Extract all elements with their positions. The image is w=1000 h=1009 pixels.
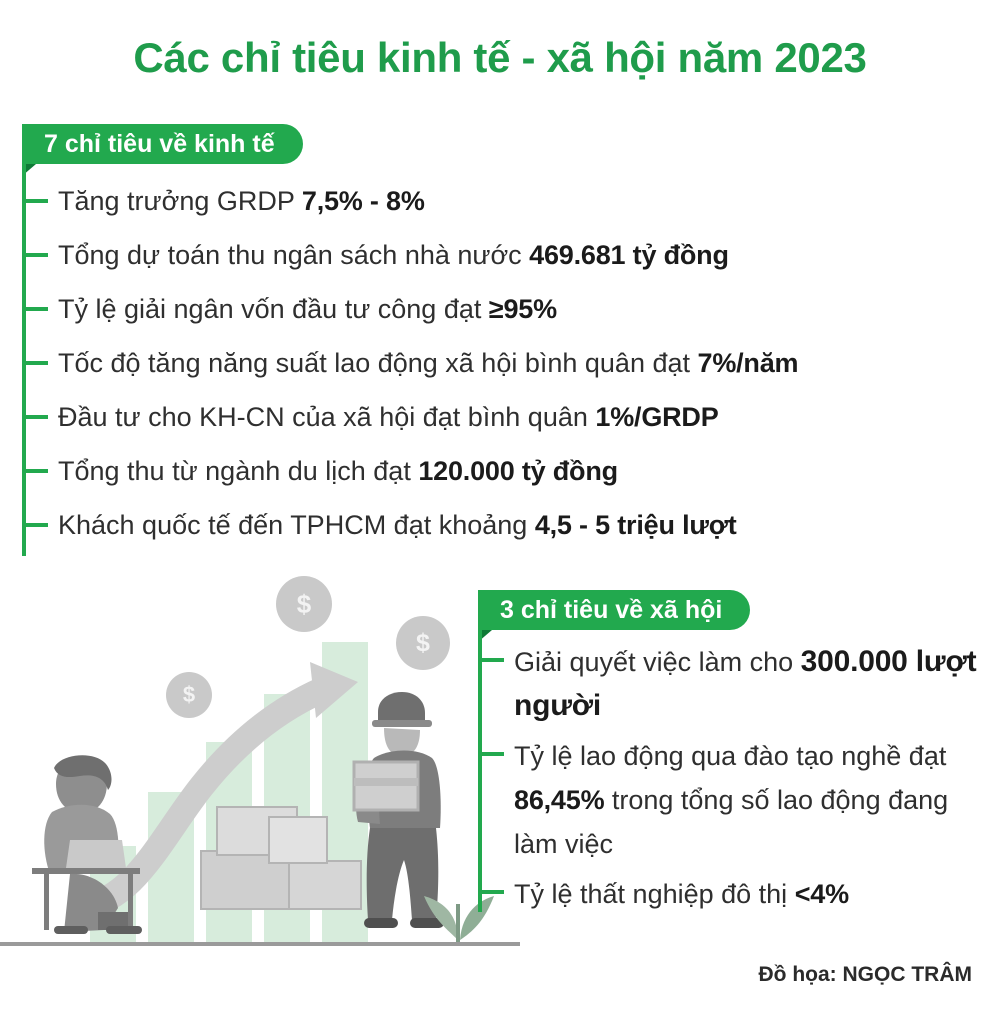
bullet-dash-icon [482, 658, 504, 662]
list-item-label: Đầu tư cho KH-CN của xã hội đạt bình quân [58, 402, 596, 432]
credit-line: Đồ họa: NGỌC TRÂM [758, 963, 972, 986]
list-item [26, 502, 976, 556]
list-item-text [58, 178, 425, 224]
coin-symbol: $ [296, 588, 312, 619]
list-item-value: <4% [794, 879, 849, 909]
list-item-value: 7%/năm [697, 348, 799, 378]
coin-icon [396, 616, 450, 670]
coin-symbol: $ [182, 682, 196, 707]
page-title: Các chỉ tiêu kinh tế - xã hội năm 2023 [133, 34, 867, 81]
list-item-value: 120.000 tỷ đồng [418, 456, 618, 486]
list-item [26, 232, 976, 286]
list-item-label: Khách quốc tế đến TPHCM đạt khoảng [58, 510, 535, 540]
list-item-label: Tổng dự toán thu ngân sách nhà nước [58, 240, 530, 270]
list-item [482, 734, 982, 866]
list-item [26, 178, 976, 232]
bullet-dash-icon [26, 523, 48, 527]
illustration [0, 560, 520, 950]
list-item [482, 872, 982, 916]
list-item-value: 86,45% [514, 785, 605, 815]
section-tag-economy [22, 124, 303, 164]
box-icon [288, 860, 362, 910]
list-item-label: Tỷ lệ thất nghiệp đô thị [514, 879, 795, 909]
bullet-dash-icon [482, 890, 504, 894]
person-with-laptop-icon [10, 750, 180, 940]
coin-icon [276, 576, 332, 632]
list-item-text [58, 448, 618, 494]
list-item-label: Tỷ lệ lao động qua đào tạo nghề đạt [514, 741, 947, 771]
list-item [482, 640, 982, 728]
section-tag-economy-label: 7 chỉ tiêu về kinh tế [44, 129, 275, 158]
bullet-dash-icon [26, 307, 48, 311]
list-item-value: 1%/GRDP [595, 402, 719, 432]
list-item [26, 340, 976, 394]
list-item-text [514, 640, 982, 728]
list-item-text [514, 734, 982, 866]
list-item-value: 300.000 lượt người [514, 645, 977, 722]
list-item-text [58, 502, 737, 548]
list-item-value: 7,5% - 8% [301, 186, 425, 216]
bullet-dash-icon [26, 361, 48, 365]
list-item-label: Giải quyết việc làm cho [514, 647, 801, 677]
list-item-value: ≥95% [488, 294, 557, 324]
list-item [26, 286, 976, 340]
list-item-value: 4,5 - 5 triệu lượt [534, 510, 737, 540]
social-list [482, 640, 982, 922]
ground-line [0, 942, 520, 946]
list-item-label: Tỷ lệ giải ngân vốn đầu tư công đạt [58, 294, 489, 324]
coin-icon [166, 672, 212, 718]
list-item-text [58, 340, 798, 386]
list-item-tail: trong tổng số lao động đang làm việc [514, 785, 949, 859]
list-item-label: Tốc độ tăng năng suất lao động xã hội bình quân đạt [58, 348, 698, 378]
section-tag-social-label: 3 chỉ tiêu về xã hội [500, 595, 723, 624]
list-item-label: Tăng trưởng GRDP [58, 186, 302, 216]
list-item-label: Tổng thu từ ngành du lịch đạt [58, 456, 419, 486]
bullet-dash-icon [26, 253, 48, 257]
economy-list [26, 178, 976, 556]
list-item [26, 394, 976, 448]
list-item-text [58, 286, 557, 332]
bullet-dash-icon [26, 469, 48, 473]
list-item-text [58, 394, 719, 440]
list-item-value: 469.681 tỷ đồng [529, 240, 729, 270]
section-tag-social [478, 590, 750, 630]
bullet-dash-icon [482, 752, 504, 756]
bullet-dash-icon [26, 199, 48, 203]
list-item [26, 448, 976, 502]
bullet-dash-icon [26, 415, 48, 419]
list-item-text [58, 232, 729, 278]
coin-symbol: $ [416, 628, 430, 657]
box-icon [268, 816, 328, 864]
list-item-text [514, 872, 849, 916]
